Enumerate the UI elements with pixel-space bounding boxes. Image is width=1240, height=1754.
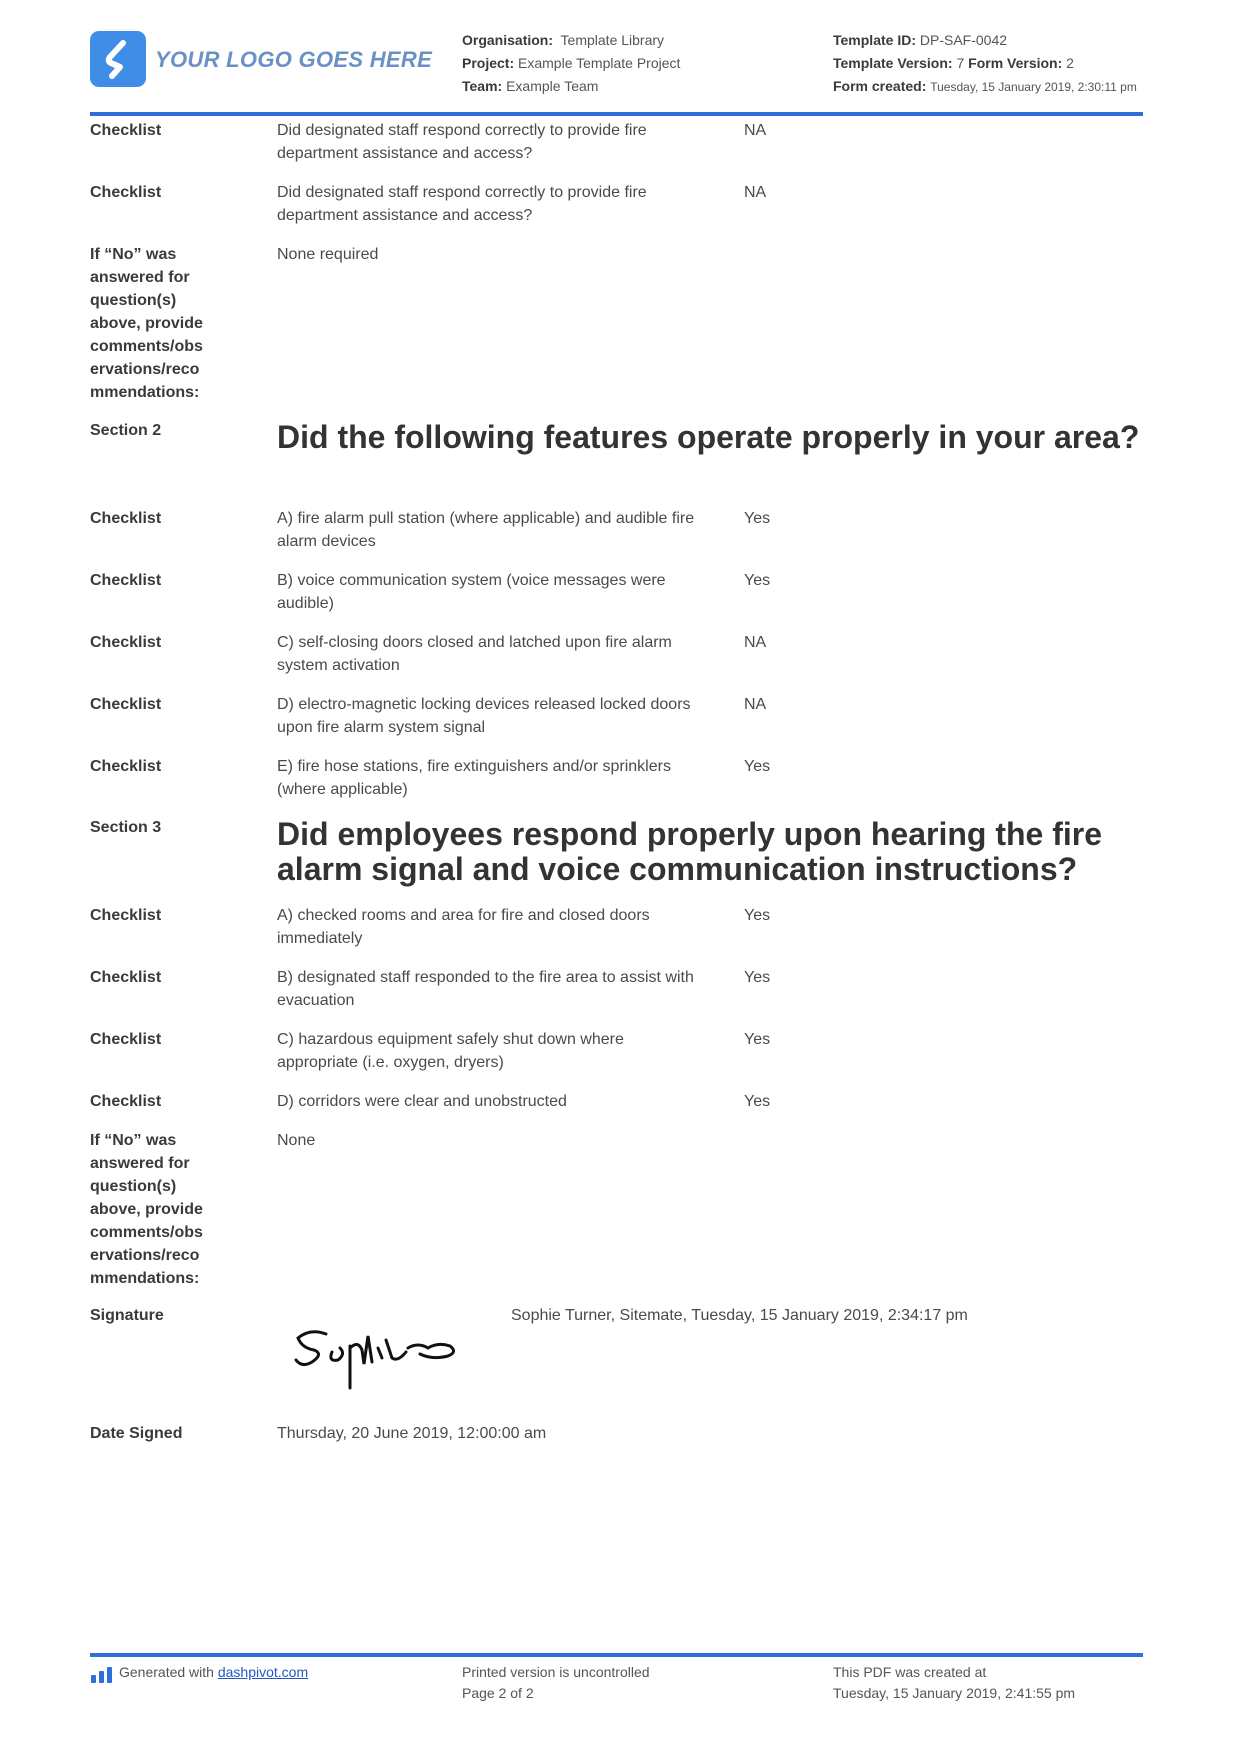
checklist-question: B) designated staff responded to the fire area to assist with evacuation [277,969,694,1009]
row-label: Checklist [90,1093,162,1110]
checklist-answer: NA [744,696,767,713]
team-label: Team: [462,78,503,94]
checklist-question: B) voice communication system (voice messages were audible) [277,572,666,612]
logo-icon [90,31,146,87]
generated-with-text: Generated with [119,1664,214,1680]
checklist-question: A) checked rooms and area for fire and closed doors immediately [277,907,650,947]
project-value: Example Template Project [518,55,681,71]
comments-value: None required [277,246,379,263]
row-label: Checklist [90,696,162,713]
pdf-created-label: This PDF was created at [833,1664,987,1680]
signature-signer: Sophie Turner, Sitemate, Tuesday, 15 January 2019, 2:34:17 pm [511,1307,968,1324]
date-signed-label: Date Signed [90,1425,183,1442]
template-version-value: 7 [956,55,965,71]
checklist-question: E) fire hose stations, fire extinguishers and/or sprinklers (where applicable) [277,758,671,798]
checklist-answer: Yes [744,758,771,775]
header-divider [90,112,1143,116]
footer-print-info [462,1662,650,1704]
row-label: Checklist [90,634,162,651]
checklist-question: Did designated staff respond correctly to provide fire department assistance and access? [277,122,647,162]
row-label: Checklist [90,572,162,589]
checklist-answer: Yes [744,1031,771,1048]
template-version-label: Template Version: [833,55,953,71]
form-created-label: Form created: [833,78,927,94]
checklist-answer: Yes [744,510,771,527]
logo-badge [90,31,146,87]
checklist-answer: NA [744,634,767,651]
uncontrolled-notice: Printed version is uncontrolled [462,1664,650,1680]
date-signed-value: Thursday, 20 June 2019, 12:00:00 am [277,1425,547,1442]
checklist-question: A) fire alarm pull station (where applicable) and audible fire alarm devices [277,510,695,550]
section-heading: Did the following features operate properly in your area? [277,419,1140,455]
section-label: Section 3 [90,819,162,836]
page-number: Page 2 of 2 [462,1685,534,1701]
row-label: Checklist [90,510,162,527]
row-label: Checklist [90,122,162,139]
footer-generated [119,1662,308,1683]
checklist-answer: Yes [744,969,771,986]
form-created-value: Tuesday, 15 January 2019, 2:30:11 pm [930,80,1137,94]
checklist-answer: NA [744,122,767,139]
organisation-label: Organisation: [462,32,554,48]
checklist-answer: Yes [744,572,771,589]
team-value: Example Team [506,78,599,94]
row-label: Checklist [90,758,162,775]
row-label: Checklist [90,184,162,201]
checklist-answer: Yes [744,907,771,924]
header-template-info [833,29,1143,96]
form-version-label: Form Version: [968,55,1063,71]
checklist-question: D) corridors were clear and unobstructed [277,1093,567,1110]
row-label: Checklist [90,969,162,986]
form-version-value: 2 [1066,55,1074,71]
header-project-info [462,29,680,98]
pdf-created-value: Tuesday, 15 January 2019, 2:41:55 pm [833,1685,1076,1701]
checklist-answer: NA [744,184,767,201]
section-heading: Did employees respond properly upon hearing the fire alarm signal and voice communication instructions? [277,816,1103,887]
logo-text: YOUR LOGO GOES HERE [155,47,433,72]
signature-image [288,1318,488,1395]
dashpivot-icon [90,1666,114,1689]
checklist-question: C) self-closing doors closed and latched upon fire alarm system activation [277,634,672,674]
checklist-question: C) hazardous equipment safely shut down where appropriate (i.e. oxygen, dryers) [277,1031,624,1071]
checklist-question: Did designated staff respond correctly to provide fire department assistance and access? [277,184,647,224]
dashpivot-link[interactable]: dashpivot.com [217,1664,309,1680]
organisation-value: Template Library [560,32,665,48]
checklist-answer: Yes [744,1093,771,1110]
footer-pdf-info [833,1662,1075,1704]
template-id-label: Template ID: [833,32,916,48]
section-label: Section 2 [90,422,162,439]
row-label: Checklist [90,1031,162,1048]
comments-label: If “No” was answered for question(s) above, provide comments/obs ervations/reco mmendations: [90,1132,203,1287]
comments-label: If “No” was answered for question(s) above, provide comments/obs ervations/reco mmendations: [90,246,203,401]
row-label: Checklist [90,907,162,924]
comments-value: None [277,1132,316,1149]
footer-divider [90,1653,1143,1657]
checklist-question: D) electro-magnetic locking devices released locked doors upon fire alarm system signal [277,696,691,736]
signature-label: Signature [90,1307,164,1324]
project-label: Project: [462,55,515,71]
template-id-value: DP-SAF-0042 [919,32,1008,48]
